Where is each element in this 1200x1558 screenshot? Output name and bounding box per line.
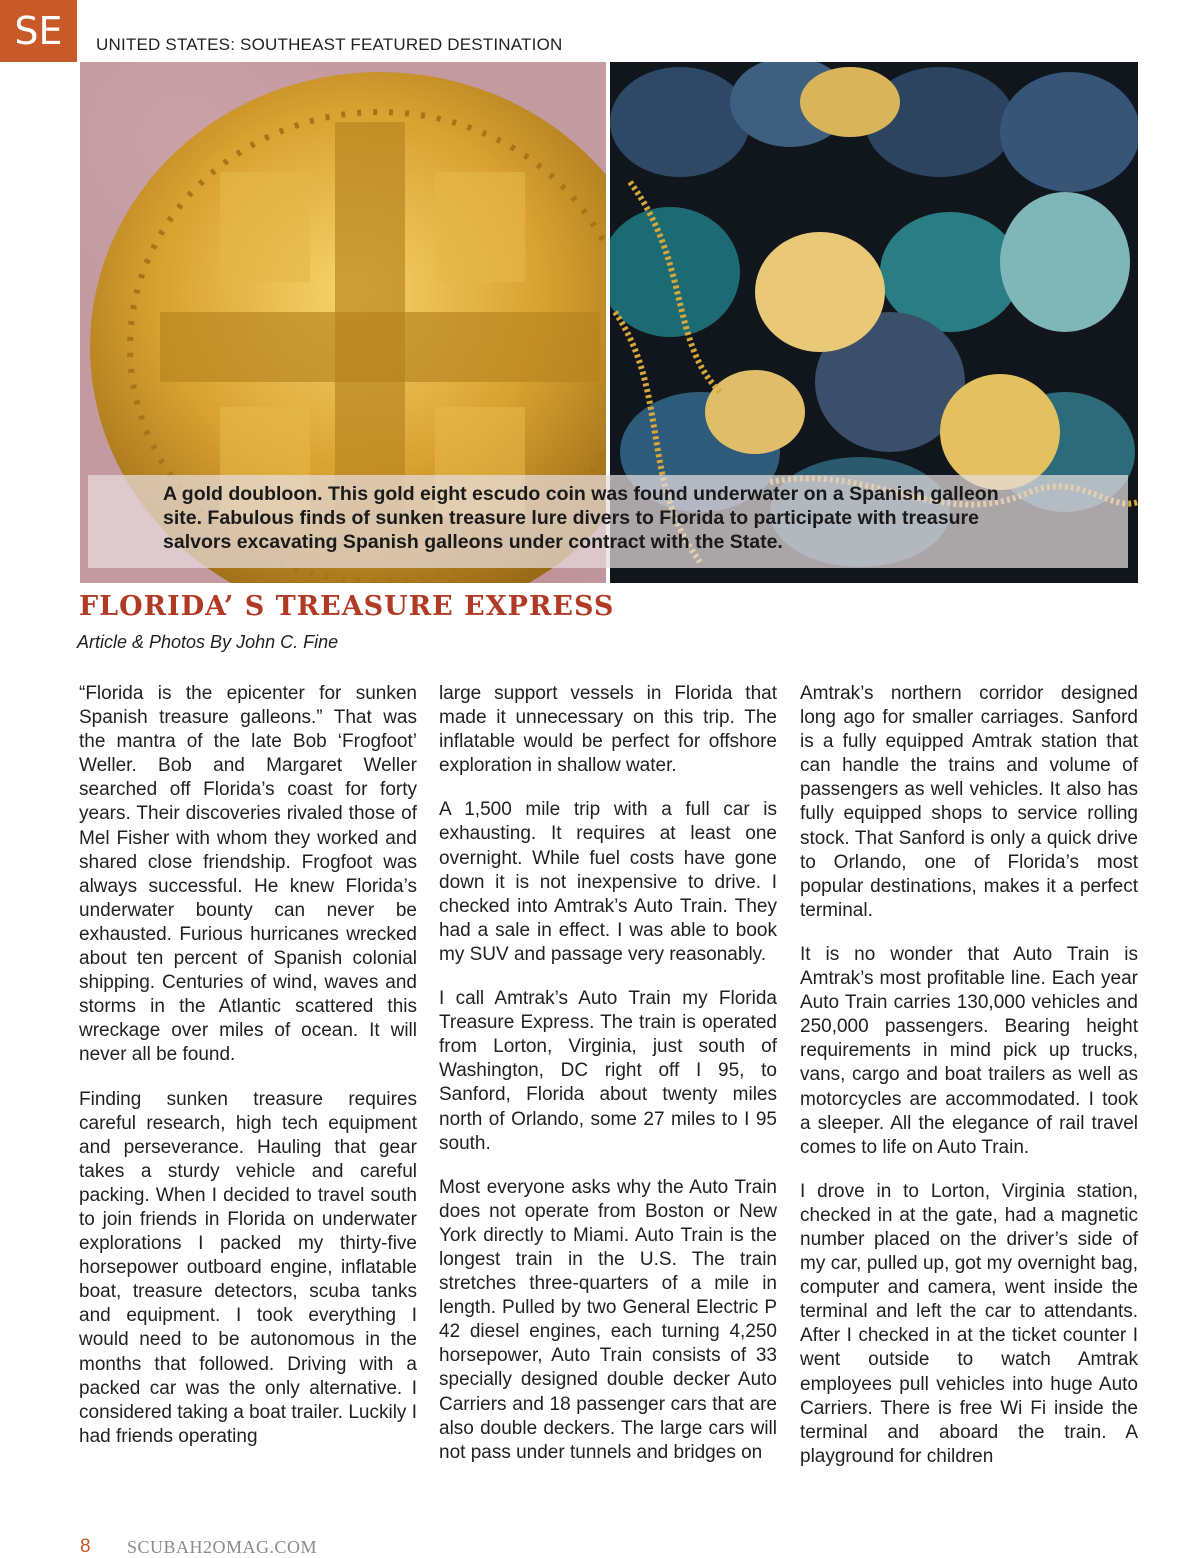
paragraph: Finding sunken treasure requires careful research, high tech equipment and perseverance. Hauling that gear takes a sturdy vehicle and careful packing. When I decided to travel south to join friends in Florida on underwater explorations I packed my thirty-five horsepower outboard engine, inflatable boat, treasure detectors, scuba tanks and equipment. I took everything I would need to be autonomous in the months that followed. Driving with a packed car was the only alternative. I considered taking a boat trailer. Luckily I had friends operating (79, 1088, 417, 1447)
section-tab: SE (0, 0, 77, 62)
article-column-2 (439, 682, 777, 1485)
paragraph: “Florida is the epicenter for sunken Spanish treasure galleons.” That was the mantra of the late Bob ‘Frogfoot’ Weller. Bob and Margaret Weller searched off Florida’s coast for forty years. Their discoveries rivaled those of Mel Fisher with whom they worked and shared close friendship. Frogfoot was always successful. He knew Florida’s underwater bounty can never be exhausted. Furious hurricanes wrecked about ten percent of Spanish colonial shipping. Centuries of wind, waves and storms in the Atlantic scattered this wreckage over miles of ocean. It will never all be found. (79, 683, 417, 1066)
page-number: 8 (80, 1536, 91, 1557)
article-title: FLORIDA’ S TREASURE EXPRESS (79, 591, 615, 622)
paragraph: I drove in to Lorton, Virginia station, checked in at the gate, had a magnetic number placed on the driver’s side of my car, pulled up, got my overnight bag, computer and camera, went inside the terminal and left the car to attendants. After I checked in at the ticket counter I went outside to watch Amtrak employees pull vehicles into huge Auto Carriers. There is free Wi Fi inside the terminal and aboard the train. A playground for children (800, 1180, 1138, 1467)
section-title: UNITED STATES: SOUTHEAST FEATURED DESTINATION (96, 35, 563, 54)
paragraph: It is no wonder that Auto Train is Amtrak’s most profitable line. Each year Auto Train carries 130,000 vehicles and 250,000 passengers. Bearing height requirements in mind pick up trucks, vans, cargo and boat trailers as well as motorcycles are accommodated. I took a sleeper. All the elegance of rail travel comes to life on Auto Train. (800, 943, 1138, 1158)
photo-caption: A gold doubloon. This gold eight escudo coin was found underwater on a Spanish galleon site. Fabulous finds of sunken treasure lure divers to Florida to participate with treasure salvors excavating Spanish galleons under contract with the State. (163, 483, 999, 553)
paragraph: Most everyone asks why the Auto Train does not operate from Boston or New York directly to Miami. Auto Train is the longest train in the U.S. The train stretches three-quarters of a mile in length. Pulled by two General Electric P 42 diesel engines, each turning 4,250 horsepower, Auto Train consists of 33 specially designed double decker Auto Carriers and 18 passenger cars that are also double deckers. The large cars will not pass under tunnels and bridges on (439, 1176, 777, 1463)
paragraph: large support vessels in Florida that made it unnecessary on this trip. The inflatable would be perfect for offshore exploration in shallow water. (439, 683, 777, 777)
site-url: SCUBAH2OMAG.COM (127, 1537, 318, 1557)
paragraph: I call Amtrak’s Auto Train my Florida Treasure Express. The train is operated from Lorton, Virginia, just south of Washington, DC right off I 95, to Sanford, Florida about twenty miles north of Orlando, some 27 miles to I 95 south. (439, 988, 777, 1154)
paragraph: A 1,500 mile trip with a full car is exhausting. It requires at least one overnight. While fuel costs have gone down it is not inexpensive to drive. I checked into Amtrak’s Auto Train. They had a sale in effect. I was able to book my SUV and passage very reasonably. (439, 799, 777, 965)
article-column-1 (79, 682, 417, 1469)
byline: Article & Photos By John C. Fine (77, 632, 339, 652)
article-column-3 (800, 682, 1138, 1489)
paragraph: Amtrak’s northern corridor designed long ago for smaller carriages. Sanford is a fully equipped Amtrak station that can handle the trains and volume of passengers as well vehicles. It also has fully equipped shops to service rolling stock. That Sanford is only a quick drive to Orlando, one of Florida’s most popular destinations, makes it a perfect terminal. (800, 683, 1138, 921)
